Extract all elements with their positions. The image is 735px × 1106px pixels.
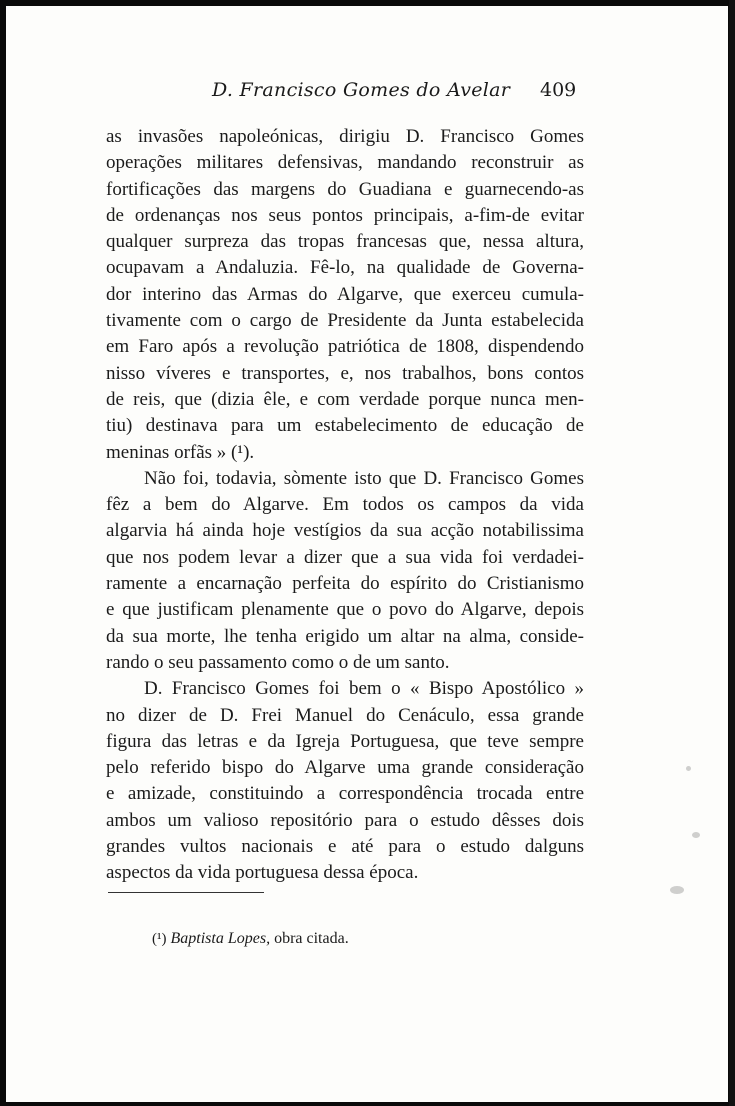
text-line: meninas orfãs » (¹). bbox=[106, 441, 255, 463]
text-line: aspectos da vida portuguesa dessa época. bbox=[106, 862, 419, 884]
text-line: Não foi, todavia, sòmente isto que D. Francisco Gomes bbox=[144, 467, 584, 489]
text-line: qualquer surpreza das tropas francesas que, nessa altura, bbox=[106, 231, 584, 253]
footnote-mark: (¹) bbox=[152, 931, 167, 947]
text-line: dor interino das Armas do Algarve, que exerceu cumula- bbox=[106, 283, 584, 305]
text-line: da sua morte, lhe tenha erigido um altar na alma, conside- bbox=[106, 625, 584, 647]
text-line: D. Francisco Gomes foi bem o « Bispo Apostólico » bbox=[144, 678, 584, 700]
paper-speck bbox=[670, 886, 684, 894]
text-line: algarvia há ainda hoje vestígios da sua acção notabilissima bbox=[106, 520, 584, 542]
text-line: tivamente com o cargo de Presidente da Junta estabelecida bbox=[106, 310, 584, 332]
page-number: 409 bbox=[540, 79, 577, 101]
text-line: figura das letras e da Igreja Portuguesa, que teve sempre bbox=[106, 730, 584, 752]
text-line: operações militares defensivas, mandando reconstruir as bbox=[106, 152, 584, 174]
text-line: rando o seu passamento como o de um santo. bbox=[106, 651, 450, 673]
body-text bbox=[106, 124, 584, 887]
text-line: no dizer de D. Frei Manuel do Cenáculo, essa grande bbox=[106, 704, 584, 726]
book-page bbox=[6, 6, 728, 1102]
text-line: ramente a encarnação perfeita do espírito do Cristianismo bbox=[106, 573, 584, 595]
text-line: pelo referido bispo do Algarve uma grande consideração bbox=[106, 757, 584, 779]
running-head bbox=[6, 76, 728, 106]
text-line: tiu) destinava para um estabelecimento de educação de bbox=[106, 415, 584, 437]
text-line: fêz a bem do Algarve. Em todos os campos da vida bbox=[106, 494, 584, 516]
text-line: as invasões napoleónicas, dirigiu D. Francisco Gomes bbox=[106, 126, 584, 147]
text-line: de ordenanças nos seus pontos principais, a-fim-de evitar bbox=[106, 204, 584, 226]
text-line: grandes vultos nacionais e até para o estudo dalguns bbox=[106, 836, 584, 858]
text-line: e amizade, constituindo a correspondência trocada entre bbox=[106, 783, 584, 805]
footnote-text: obra citada. bbox=[274, 930, 349, 947]
text-line: que nos podem levar a dizer que a sua vida foi verdadei- bbox=[106, 546, 584, 568]
text-line: ambos um valioso repositório para o estudo dêsses dois bbox=[106, 809, 584, 831]
page-edge bbox=[729, 0, 735, 1106]
text-line: fortificações das margens do Guadiana e guarnecendo-as bbox=[106, 178, 584, 200]
text-line: em Faro após a revolução patriótica de 1808, dispendendo bbox=[106, 336, 584, 358]
running-title: D. Francisco Gomes do Avelar bbox=[212, 79, 511, 101]
footnote bbox=[152, 930, 349, 948]
paper-speck bbox=[686, 766, 691, 771]
text-line: ocupavam a Andaluzia. Fê-lo, na qualidade de Governa- bbox=[106, 257, 584, 279]
paper-speck bbox=[692, 832, 700, 838]
text-line: e que justificam plenamente que o povo do Algarve, depois bbox=[106, 599, 584, 621]
footnote-author: Baptista Lopes, bbox=[170, 930, 271, 947]
text-line: nisso víveres e transportes, e, nos trabalhos, bons contos bbox=[106, 362, 584, 384]
text-line: de reis, que (dizia êle, e com verdade porque nunca men- bbox=[106, 388, 584, 410]
footnote-divider bbox=[108, 892, 264, 893]
